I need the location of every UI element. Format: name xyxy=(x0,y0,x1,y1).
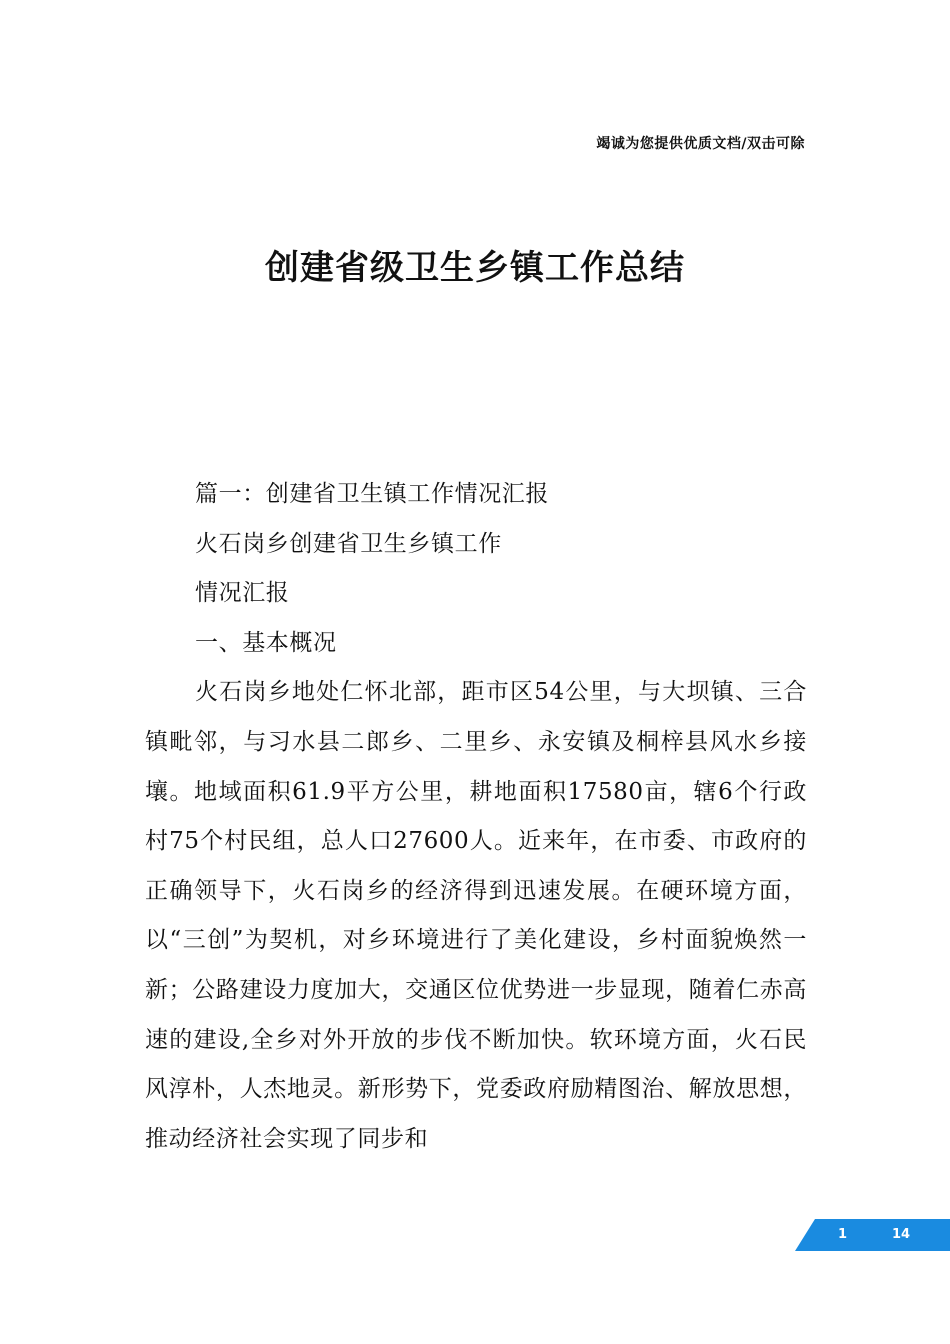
header-note: 竭诚为您提供优质文档/双击可除 xyxy=(596,136,805,152)
total-page-count: 14 xyxy=(892,1227,911,1242)
page-number-badge xyxy=(795,1219,950,1251)
section-heading: 篇一：创建省卫生镇工作情况汇报 xyxy=(195,481,549,507)
report-title-line-2: 情况汇报 xyxy=(195,580,290,607)
report-title-line-1: 火石岗乡创建省卫生乡镇工作 xyxy=(195,530,502,557)
document-title: 创建省级卫生乡镇工作总结 xyxy=(265,248,685,288)
body-paragraph: 火石岗乡地处仁怀北部，距市区54公里，与大坝镇、三合镇毗邻，与习水县二郎乡、二里乡、永安镇及桐梓县风水乡接壤。地域面积61.9平方公里，耕地面积17580亩，辖6个行政村75个村民组，总人口27600人。近来年，在市委、市政府的正确领导下，火石岗乡的经济得到迅速发展。在硬环境方面，以“三创”为契机，对乡环境进行了美化建设，乡村面貌焕然一新；公路建设力度加大，交通区位优势进一步显现，随着仁赤高速的建设,全乡对外开放的步伐不断加快。软环境方面，火石民风淳朴，人杰地灵。新形势下，党委政府励精图治、解放思想，推动经济社会实现了同步和 xyxy=(145,679,807,1152)
current-page-number: 1 xyxy=(838,1227,848,1242)
document-body xyxy=(145,470,807,1164)
subsection-heading: 一、基本概况 xyxy=(195,629,337,656)
